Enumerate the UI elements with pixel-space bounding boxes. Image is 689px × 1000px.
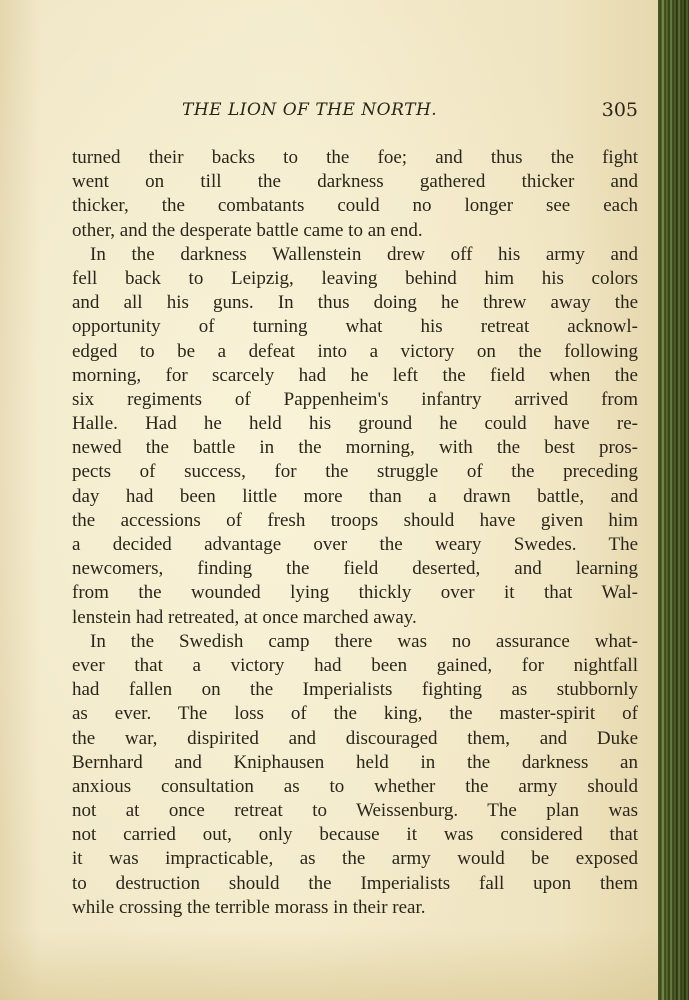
text-line: as ever. The loss of the king, the master-spirit of xyxy=(72,703,638,725)
text-line: newcomers, finding the field deserted, and learning xyxy=(72,558,638,580)
text-line: fell back to Leipzig, leaving behind him his colors xyxy=(72,267,638,289)
page-header xyxy=(72,100,638,126)
paragraph-3 xyxy=(72,630,638,920)
text-line: Halle. Had he held his ground he could have re- xyxy=(72,413,638,435)
text-line: not at once retreat to Weissenburg. The plan was xyxy=(72,800,638,822)
text-line: anxious consultation as to whether the army should xyxy=(72,775,638,797)
text-line: while crossing the terrible morass in their rear. xyxy=(72,896,426,918)
body-text xyxy=(72,146,638,920)
text-line: day had been little more than a drawn battle, and xyxy=(72,485,638,507)
book-spine-edge xyxy=(658,0,689,1000)
text-line: turned their backs to the foe; and thus the fight xyxy=(72,147,638,168)
text-line: thicker, the combatants could no longer see each xyxy=(72,195,638,217)
text-line: newed the battle in the morning, with the best pros- xyxy=(72,437,638,459)
text-line: morning, for scarcely had he left the field when the xyxy=(72,364,638,386)
text-line: to destruction should the Imperialists fall upon them xyxy=(72,872,638,894)
text-line: opportunity of turning what his retreat acknowl- xyxy=(72,316,638,338)
text-line: not carried out, only because it was considered that xyxy=(72,824,638,846)
paragraph-2 xyxy=(72,243,638,630)
text-line: other, and the desperate battle came to an end. xyxy=(72,219,423,241)
text-line: and all his guns. In thus doing he threw away the xyxy=(72,292,638,314)
text-line: the accessions of fresh troops should have given him xyxy=(72,509,638,531)
running-title: THE LION OF THE NORTH. xyxy=(182,100,438,120)
page-number: 305 xyxy=(601,99,638,121)
text-line: edged to be a defeat into a victory on the following xyxy=(72,340,638,362)
text-line: a decided advantage over the weary Swedes. The xyxy=(72,534,638,555)
text-line: Bernhard and Kniphausen held in the darkness an xyxy=(72,751,638,773)
text-line: six regiments of Pappenheim's infantry arrived from xyxy=(72,388,638,410)
text-line: ever that a victory had been gained, for nightfall xyxy=(72,654,638,676)
text-line: pects of success, for the struggle of the preceding xyxy=(72,461,638,483)
text-line: it was impracticable, as the army would be exposed xyxy=(72,848,638,870)
text-line: the war, dispirited and discouraged them, and Duke xyxy=(72,727,638,749)
text-line: In the darkness Wallenstein drew off his army and xyxy=(90,243,638,265)
paragraph-1 xyxy=(72,146,638,243)
text-line: went on till the darkness gathered thicker and xyxy=(72,171,638,193)
text-line: lenstein had retreated, at once marched away. xyxy=(72,606,417,628)
text-line: In the Swedish camp there was no assurance what- xyxy=(90,630,638,652)
text-line: had fallen on the Imperialists fighting as stubbornly xyxy=(72,679,638,701)
text-line: from the wounded lying thickly over it that Wal- xyxy=(72,582,638,604)
